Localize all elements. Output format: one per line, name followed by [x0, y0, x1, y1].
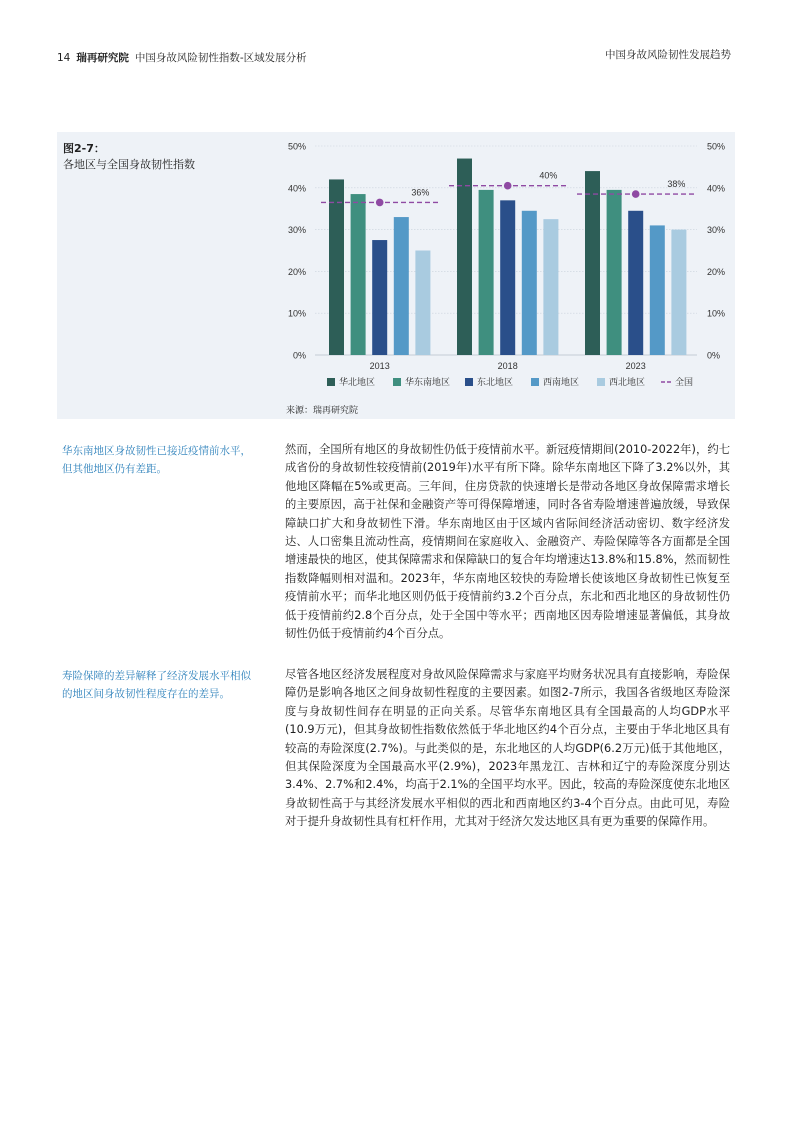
body-paragraph-1: 然而，全国所有地区的身故韧性仍低于疫情前水平。新冠疫情期间(2010-2022年)，约七成省份的身故韧性较疫情前(2019年)水平有所下降。除华东南地区下降了3.2%以外，其他地区降幅在5%或更高。三年间，住房贷款的快速增长是带动各地区身故保障需求增长的主要原因，高于社保和金融资产等可得保障增速，同时各省寿险增速普遍放缓，导致保障缺口扩大和身故韧性下滑。华东南地区由于区域内省际间经济活动密切、数字经济发达、人口密集且流动性高，疫情期间在家庭收入、金融资产、寿险保障等各方面都是全国增速最快的地区，使其保障需求和保障缺口的复合年均增速达13.8%和15.8%，然而韧性指数降幅则相对温和。2023年，华东南地区较快的寿险增长使该地区身故韧性已恢复至疫情前水平；而华北地区则仍低于疫情前约3.2个百分点，东北和西北地区的身故韧性仍低于疫情前约2.8个百分点，处于全国中等水平；西南地区因寿险增速显著偏低，其身故韧性仍低于疫情前约4个百分点。 — [285, 443, 730, 641]
legend-label: 西南地区 — [543, 378, 580, 388]
y-tick-label-left: 0% — [292, 350, 306, 361]
bar — [500, 200, 515, 355]
bar — [457, 159, 472, 355]
figure-title: 各地区与全国身故韧性指数 — [63, 158, 195, 171]
bar — [329, 179, 344, 355]
national-marker — [376, 199, 384, 207]
legend-swatch — [531, 378, 539, 386]
y-tick-label-right: 0% — [707, 350, 721, 361]
header-left-title: 中国身故风险韧性指数-区域发展分析 — [134, 52, 307, 64]
figure-id: 图2-7： — [63, 142, 105, 155]
brand-name: 瑞再研究院 — [76, 52, 129, 64]
national-data-label: 36% — [411, 187, 430, 198]
national-marker — [504, 182, 512, 190]
national-marker — [632, 190, 640, 198]
bar — [372, 240, 387, 355]
y-tick-label-left: 30% — [287, 225, 306, 236]
bar — [585, 171, 600, 355]
national-data-label: 38% — [667, 179, 686, 190]
bar — [607, 190, 622, 355]
y-tick-label-right: 40% — [707, 183, 726, 194]
legend-swatch — [465, 378, 473, 386]
body-paragraph-2: 尽管各地区经济发展程度对身故风险保障需求与家庭平均财务状况具有直接影响，寿险保障仍是影响各地区之间身故韧性程度的主要因素。如图2-7所示，我国各省级地区寿险深度与身故韧性间存在明显的正向关系。尽管华东南地区具有全国最高的人均GDP水平(10.9万元)，但其身故韧性指数依然低于华北地区约4个百分点，主要由于华北地区具有较高的寿险深度(2.7%)。与此类似的是，东北地区的人均GDP(6.2万元)低于其他地区，但其保险深度为全国最高水平(2.9%)，2023年黑龙江、吉林和辽宁的寿险深度分别达3.4%、2.7%和2.4%，均高于2.1%的全国平均水平。因此，较高的寿险深度使东北地区身故韧性高于与其经济发展水平相似的西北和西南地区约3-4个百分点。由此可见，寿险对于提升身故韧性具有杠杆作用，尤其对于经济欠发达地区具有更为重要的保障作用。 — [285, 668, 730, 829]
bar — [394, 217, 409, 355]
legend-label: 华北地区 — [339, 378, 376, 388]
x-tick-label: 2013 — [369, 361, 390, 371]
legend-label: 西北地区 — [609, 378, 646, 388]
y-tick-label-left: 10% — [287, 308, 306, 319]
y-tick-label-right: 50% — [707, 141, 726, 152]
y-tick-label-left: 50% — [287, 141, 306, 152]
x-tick-label: 2023 — [625, 361, 646, 371]
bar — [628, 211, 643, 355]
running-header-right: 中国身故风险韧性发展趋势 — [605, 49, 731, 61]
bar — [650, 225, 665, 355]
figure-source: 来源：瑞再研究院 — [286, 406, 359, 416]
x-tick-label: 2018 — [497, 361, 518, 371]
bar — [543, 219, 558, 355]
bar — [671, 230, 686, 355]
y-tick-label-left: 20% — [287, 266, 306, 277]
y-tick-label-right: 30% — [707, 225, 726, 236]
y-tick-label-left: 40% — [287, 183, 306, 194]
y-tick-label-right: 20% — [707, 266, 726, 277]
bar — [351, 194, 366, 355]
bar — [415, 251, 430, 356]
side-note-1: 华东南地区身故韧性已接近疫情前水平，但其他地区仍有差距。 — [62, 445, 251, 475]
legend-label: 全国 — [675, 378, 694, 388]
legend-label: 华东南地区 — [405, 378, 451, 388]
bar — [522, 211, 537, 355]
figure-panel — [57, 132, 735, 419]
running-header-left — [57, 50, 307, 65]
legend-swatch — [327, 378, 335, 386]
legend-swatch — [393, 378, 401, 386]
bar — [479, 190, 494, 355]
side-note-2: 寿险保障的差异解释了经济发展水平相似的地区间身故韧性程度存在的差异。 — [62, 670, 251, 700]
national-data-label: 40% — [539, 170, 558, 181]
legend-label: 东北地区 — [477, 378, 514, 388]
bar-chart — [57, 132, 735, 419]
legend-swatch — [597, 378, 605, 386]
page-number: 14 — [57, 52, 71, 64]
y-tick-label-right: 10% — [707, 308, 726, 319]
